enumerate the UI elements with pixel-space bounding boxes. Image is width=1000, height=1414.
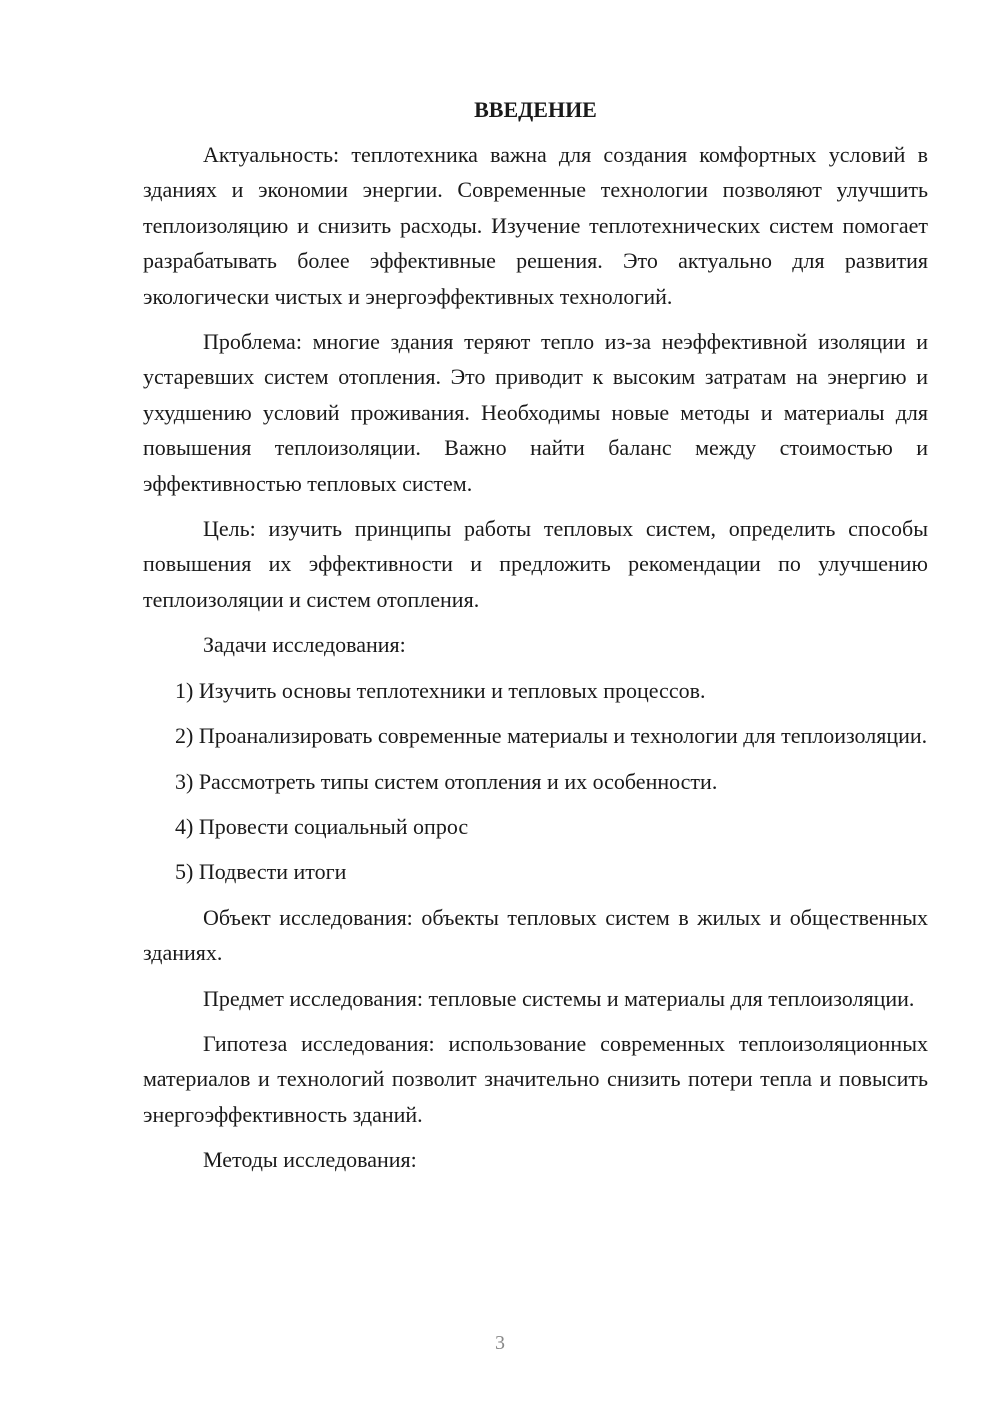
task-item-5: 5) Подвести итоги <box>175 859 347 885</box>
task-item-3: 3) Рассмотреть типы систем отопления и их особенности. <box>175 768 718 794</box>
document-page <box>143 95 928 1188</box>
problem-paragraph: Проблема: многие здания теряют тепло из-за неэффективной изоляции и устаревших систем отопления. Это приводит к высоким затратам на энергию и ухудшению условий проживания. Необходимы новые методы и материалы для повышения теплоизоляции. Важно найти баланс между стоимостью и эффективностью тепловых систем. <box>143 329 928 496</box>
goal-paragraph: Цель: изучить принципы работы тепловых систем, определить способы повышения их эффективности и предложить рекомендации по улучшению теплоизоляции и систем отопления. <box>143 516 928 612</box>
tasks-heading: Задачи исследования: <box>203 632 406 658</box>
hypothesis-paragraph: Гипотеза исследования: использование современных теплоизоляционных материалов и технологий позволит значительно снизить потери тепла и повысить энергоэффективность зданий. <box>143 1030 928 1127</box>
task-item-1: 1) Изучить основы теплотехники и тепловых процессов. <box>175 677 706 703</box>
methods-heading: Методы исследования: <box>203 1147 417 1173</box>
page-number: 3 <box>495 1332 505 1354</box>
task-item-2: 2) Проанализировать современные материалы и технологии для теплоизоляции. <box>175 723 928 749</box>
subject-paragraph: Предмет исследования: тепловые системы и материалы для теплоизоляции. <box>203 985 915 1011</box>
object-paragraph: Объект исследования: объекты тепловых систем в жилых и общественных зданиях. <box>143 904 928 966</box>
page-title: ВВЕДЕНИЕ <box>474 97 597 122</box>
relevance-paragraph: Актуальность: теплотехника важна для создания комфортных условий в зданиях и экономии энергии. Современные технологии позволяют улучшить теплоизоляцию и снизить расходы. Изучение теплотехнических систем помогает разрабатывать более эффективные решения. Это актуально для развития экологически чистых и энергоэффективных технологий. <box>143 142 928 309</box>
task-item-4: 4) Провести социальный опрос <box>175 813 469 839</box>
